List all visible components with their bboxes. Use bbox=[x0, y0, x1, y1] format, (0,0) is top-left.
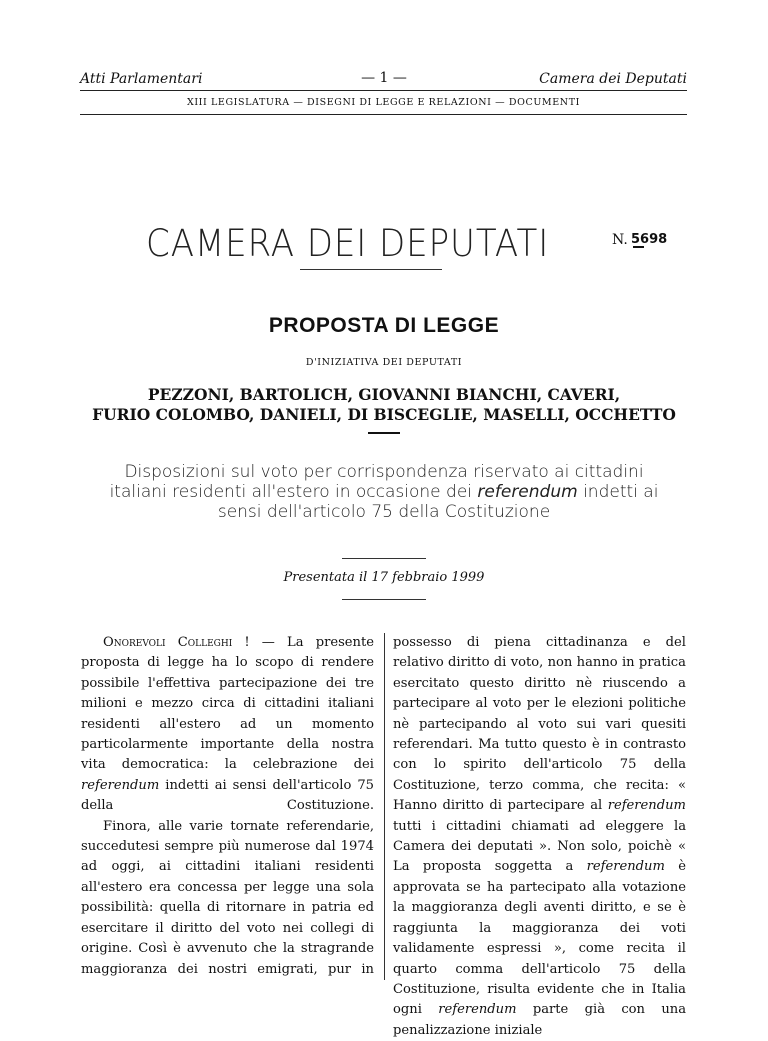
paragraph-text bbox=[636, 757, 653, 772]
paragraph-text bbox=[417, 757, 434, 772]
paragraph-text: tutto bbox=[504, 737, 537, 753]
paragraph-text: della bbox=[653, 961, 686, 977]
paragraph-text: cittadinanza bbox=[546, 635, 628, 650]
header-rule-bottom bbox=[80, 114, 687, 115]
paragraph-text bbox=[275, 921, 282, 936]
paragraph-text: a bbox=[678, 675, 686, 691]
paragraph-text bbox=[567, 717, 577, 732]
paragraph-text: di bbox=[466, 635, 480, 650]
document-type: PROPOSTA DI LEGGE bbox=[268, 314, 500, 337]
paragraph-text: proposta bbox=[422, 859, 482, 875]
paragraph-text bbox=[595, 819, 605, 834]
paragraph-text bbox=[97, 859, 111, 874]
paragraph-text: varie bbox=[189, 818, 223, 834]
bill-title-text: indetti ai bbox=[577, 482, 659, 502]
paragraph-text bbox=[602, 757, 619, 772]
paragraph-text: dal bbox=[315, 839, 336, 855]
paragraph-text: maggioranza bbox=[512, 920, 599, 936]
chamber-rule bbox=[300, 269, 442, 270]
paragraph-text: pur bbox=[327, 961, 352, 977]
paragraph-text: sola bbox=[347, 879, 375, 895]
paragraph-text bbox=[436, 819, 446, 834]
paragraph-text: Così bbox=[138, 941, 168, 957]
paragraph-text bbox=[212, 921, 219, 936]
paragraph-text: i bbox=[431, 818, 436, 834]
paragraph-text bbox=[171, 859, 185, 874]
paragraph-text: soggetta bbox=[494, 859, 553, 875]
paragraph-text: dell'articolo bbox=[523, 757, 603, 773]
paragraph-text: di bbox=[489, 798, 502, 814]
paragraph-text bbox=[164, 921, 171, 936]
paragraph-text: patria bbox=[311, 900, 352, 916]
paragraph-text bbox=[529, 717, 539, 732]
paragraph-text: maggioranza bbox=[81, 961, 168, 977]
paragraph-text: stragrande bbox=[300, 941, 374, 957]
paragraph-text bbox=[517, 1002, 533, 1017]
paragraph-text: diritto bbox=[524, 675, 566, 691]
paragraph-text bbox=[523, 778, 532, 793]
paragraph-text: ogni bbox=[393, 1002, 422, 1018]
paragraph-text bbox=[507, 717, 517, 732]
paragraph-text bbox=[301, 859, 315, 874]
paragraph-text: ritornare bbox=[226, 900, 287, 916]
paragraph-text bbox=[599, 921, 620, 936]
paragraph-text: in bbox=[621, 655, 635, 671]
paragraph-text: voto bbox=[538, 716, 567, 732]
paragraph-text: già bbox=[584, 1002, 606, 1018]
paragraph-text: e bbox=[642, 635, 651, 650]
paragraph-text bbox=[458, 921, 479, 936]
paragraph-text bbox=[573, 859, 586, 874]
paragraph-text: terzo bbox=[489, 777, 524, 793]
paragraph-text bbox=[421, 819, 431, 834]
paragraph-text: spirito bbox=[463, 757, 507, 773]
paragraph-text: Camera bbox=[393, 839, 446, 855]
paragraph-text: sempre bbox=[164, 839, 214, 855]
paragraph-text bbox=[625, 982, 632, 997]
paragraph-text: possibilità: bbox=[81, 900, 154, 916]
bill-title-line-3: sensi dell'articolo 75 della Costituzione bbox=[217, 502, 551, 522]
paragraph-text: diritto bbox=[170, 920, 213, 936]
paragraph-text: di bbox=[361, 920, 374, 936]
bill-title-text: italiani residenti all'estero in occasione dei bbox=[109, 482, 478, 502]
paragraph-text: per bbox=[244, 879, 267, 895]
paragraph-text: elezioni bbox=[571, 696, 624, 712]
paragraph-text bbox=[247, 962, 257, 977]
paragraph-text: espressi bbox=[486, 941, 542, 957]
paragraph-text: sui bbox=[576, 716, 596, 732]
paragraph-text: relativo bbox=[393, 655, 444, 671]
paragraph-text: in bbox=[605, 737, 618, 753]
paragraph-text bbox=[568, 1002, 584, 1017]
paragraph-text: in bbox=[631, 981, 645, 997]
paragraph-text: politiche bbox=[628, 696, 686, 712]
paragraph-text: con bbox=[393, 757, 417, 773]
paragraph-text bbox=[452, 635, 467, 650]
paragraph-text: tutti bbox=[393, 818, 422, 834]
paragraph-text: all'estero bbox=[81, 879, 143, 895]
paragraph-text: era bbox=[149, 879, 171, 895]
paragraph-text: al bbox=[590, 798, 603, 814]
paragraph-text: dell'articolo bbox=[521, 961, 601, 977]
paragraph-text bbox=[644, 982, 651, 997]
paragraph-text: possesso bbox=[393, 635, 452, 650]
paragraph-text bbox=[318, 962, 328, 977]
paragraph-text: chiamati bbox=[511, 818, 569, 834]
paragraph-text bbox=[410, 859, 423, 874]
paragraph-text: eleggere bbox=[605, 818, 664, 834]
paragraph-text: lo bbox=[433, 757, 447, 773]
paragraph-text: di bbox=[206, 900, 220, 916]
paragraph-text: emigrati, bbox=[257, 961, 318, 977]
presented-rule-top bbox=[342, 558, 426, 559]
paragraph-text bbox=[491, 921, 512, 936]
paragraph-text: ». bbox=[539, 839, 552, 855]
paragraph-1 bbox=[81, 633, 374, 817]
paragraph-text: una bbox=[316, 879, 341, 895]
paragraph-text: raggiunta bbox=[393, 920, 458, 936]
paragraph-text bbox=[600, 962, 618, 977]
paragraph-text: approvata bbox=[393, 879, 460, 895]
paragraph-text: per bbox=[526, 696, 550, 712]
paragraph-text: partecipato bbox=[509, 879, 586, 895]
paragraph-text: comma, bbox=[532, 777, 585, 793]
paragraph-text: che bbox=[253, 941, 277, 957]
paragraph-text: poichè bbox=[627, 839, 672, 855]
paragraph-text bbox=[459, 676, 469, 691]
paragraph-text: la bbox=[674, 818, 687, 834]
paragraph-text: voto bbox=[247, 920, 276, 936]
paragraph-text bbox=[665, 859, 678, 874]
paragraph-text: tornate bbox=[230, 818, 279, 834]
paragraph-text bbox=[645, 1002, 661, 1017]
paragraph-text: residenti bbox=[315, 859, 374, 875]
paragraph-text bbox=[446, 757, 463, 772]
paragraph-text: contrasto bbox=[623, 737, 686, 753]
presentation-date: Presentata il 17 febbraio 1999 bbox=[283, 570, 485, 585]
paragraph-text: cittadini bbox=[185, 859, 241, 875]
paragraph-text: « bbox=[677, 839, 686, 855]
page-number: — 1 — bbox=[361, 70, 407, 86]
paragraph-text: questo bbox=[469, 675, 514, 691]
paragraph-text bbox=[664, 819, 674, 834]
paragraph-text bbox=[617, 778, 626, 793]
paragraph-text: pratica bbox=[638, 655, 686, 671]
paragraph-text: « bbox=[677, 777, 686, 793]
paragraph-text: in bbox=[361, 961, 374, 977]
paragraph-text: 75 bbox=[618, 961, 636, 977]
presented-rule-bottom bbox=[342, 599, 426, 600]
paragraph-text: quella bbox=[159, 900, 201, 916]
paragraph-text: Finora, bbox=[103, 818, 151, 834]
paragraph-text bbox=[665, 941, 678, 956]
document-number: 5698 bbox=[631, 232, 668, 247]
paragraph-text: è bbox=[592, 737, 600, 753]
paragraph-text: referendarie, bbox=[286, 818, 374, 834]
paragraph-text bbox=[481, 859, 494, 874]
header-subline: XIII LEGISLATURA — DISEGNI DI LEGGE E RELAZIONI — DOCUMENTI bbox=[186, 97, 581, 108]
deputies-rule bbox=[368, 432, 400, 434]
header-left-title: Atti Parlamentari bbox=[80, 71, 203, 87]
paragraph-text: del bbox=[665, 635, 686, 650]
chamber-name: CAMERA DEI DEPUTATI bbox=[146, 222, 550, 265]
paragraph-text: al bbox=[516, 716, 529, 732]
paragraph-text bbox=[668, 676, 678, 691]
column-divider bbox=[384, 633, 385, 980]
document-number-label: N. bbox=[612, 232, 628, 248]
paragraph-text bbox=[669, 778, 678, 793]
paragraph-text: succedutesi bbox=[81, 839, 160, 855]
paragraph-text: aventi bbox=[543, 900, 585, 916]
paragraph-text: come bbox=[578, 941, 614, 957]
emphasis-text: referendum bbox=[607, 798, 686, 814]
paragraph-text bbox=[552, 859, 565, 874]
paragraph-text: referendari. bbox=[393, 737, 473, 753]
paragraph-text: il bbox=[155, 920, 164, 936]
paragraph-text: italiani bbox=[254, 859, 301, 875]
paragraph-text: », bbox=[553, 941, 567, 957]
paragraph-text: ha bbox=[487, 879, 504, 895]
paragraph-text: Ma bbox=[478, 737, 500, 753]
paragraph-text: voto, bbox=[510, 655, 544, 671]
paragraph-2 bbox=[81, 817, 374, 980]
paragraph-text: di bbox=[493, 655, 507, 671]
paragraph-text: concessa bbox=[177, 879, 238, 895]
paragraph-text: nè bbox=[393, 716, 410, 732]
paragraph-text: e bbox=[643, 900, 651, 916]
paragraph-text: 75 bbox=[619, 757, 637, 773]
paragraph-text: degli bbox=[504, 900, 538, 916]
paragraph-text bbox=[614, 941, 627, 956]
paragraph-text: Costituzione, bbox=[393, 981, 481, 997]
paragraph-text: diritto bbox=[448, 655, 490, 671]
paragraph-text: a bbox=[565, 859, 574, 875]
header-right-title: Camera dei Deputati bbox=[539, 71, 687, 87]
paragraph-text: la bbox=[282, 941, 295, 957]
paragraph-text bbox=[592, 676, 602, 691]
paragraph-text: dei bbox=[177, 961, 198, 977]
body-column-right bbox=[393, 633, 686, 1041]
paragraph-2-continued bbox=[393, 633, 686, 1041]
paragraph-text: vari bbox=[605, 716, 632, 732]
paragraph-text: esercitare bbox=[81, 920, 149, 936]
paragraph-text bbox=[167, 962, 177, 977]
paragraph-text bbox=[240, 859, 254, 874]
paragraph-text: cittadini bbox=[446, 818, 502, 834]
paragraph-text: non bbox=[547, 655, 573, 671]
paragraph-text: è bbox=[678, 859, 686, 875]
paragraph-text bbox=[566, 941, 579, 956]
paragraph-text: più bbox=[218, 839, 240, 855]
paragraph-text bbox=[480, 778, 489, 793]
paragraph-text bbox=[651, 635, 666, 650]
paragraph-text: origine. bbox=[81, 941, 133, 957]
paragraph-text: è bbox=[678, 900, 686, 916]
paragraph-text: dei bbox=[451, 839, 472, 855]
paragraph-text bbox=[635, 962, 653, 977]
paragraph-text bbox=[351, 962, 361, 977]
paragraph-text: voti bbox=[661, 920, 686, 936]
paragraph-text bbox=[605, 1002, 621, 1017]
paragraph-text: Costituzione, bbox=[393, 777, 481, 793]
paragraph-text: — La presente proposta di legge ha lo scopo di rendere possibile l'effettiva partecipazione dei tre milioni e mezzo circa di cittadini italiani residenti all'estero ad un momento particolarmente importante della nostra vita democratica: la celebrazione dei bbox=[81, 635, 374, 773]
paragraph-text: diritto, bbox=[590, 900, 637, 916]
paragraph-text: ad bbox=[81, 859, 98, 875]
paragraph-text: indetti ai sensi dell'articolo 75 della Costituzione. bbox=[81, 777, 374, 814]
paragraph-text: iniziale bbox=[494, 1022, 543, 1038]
paragraph-text bbox=[584, 778, 593, 793]
paragraph-text: quarto bbox=[393, 961, 438, 977]
paragraph-text: Non bbox=[557, 839, 586, 855]
paragraph-text: è bbox=[173, 941, 181, 957]
paragraph-text: hanno bbox=[576, 655, 618, 671]
paragraph-text: se bbox=[657, 900, 672, 916]
paragraph-text bbox=[631, 717, 641, 732]
paragraph-text: nei bbox=[282, 920, 304, 936]
emphasis-text: referendum bbox=[81, 777, 160, 793]
paragraph-text: collegi bbox=[310, 920, 355, 936]
paragraph-text bbox=[569, 819, 579, 834]
paragraph-text: alle bbox=[158, 818, 183, 834]
paragraph-text: con bbox=[621, 1002, 645, 1018]
bill-title-line-1: Disposizioni sul voto per corrispondenza riservato ai cittadini bbox=[124, 462, 644, 482]
paragraph-text: numerose bbox=[244, 839, 311, 855]
paragraph-text: Italia bbox=[651, 981, 686, 997]
document-number-underline bbox=[633, 246, 644, 248]
paragraph-text bbox=[503, 962, 521, 977]
paragraph-text bbox=[506, 757, 523, 772]
paragraph-text: ed bbox=[357, 900, 374, 916]
paragraph-text: della bbox=[653, 757, 687, 773]
paragraph-text: questo bbox=[542, 737, 587, 753]
paragraph-text: in bbox=[292, 900, 306, 916]
paragraph-text bbox=[628, 635, 643, 650]
paragraph-text: evidente bbox=[537, 981, 595, 997]
paragraph-text bbox=[145, 859, 159, 874]
paragraph-text bbox=[514, 676, 524, 691]
bill-title-emphasis: referendum bbox=[477, 482, 578, 502]
salutation: Onorevoli Colleghi ! bbox=[103, 635, 250, 650]
paragraph-text bbox=[198, 962, 208, 977]
paragraph-text: parte bbox=[532, 1002, 569, 1018]
paragraph-text bbox=[640, 921, 661, 936]
paragraph-text: partecipare bbox=[507, 798, 585, 814]
paragraph-text bbox=[437, 962, 455, 977]
paragraph-text: la bbox=[393, 900, 405, 916]
paragraph-text bbox=[501, 819, 511, 834]
paragraph-text bbox=[474, 941, 487, 956]
paragraph-text: dei bbox=[619, 920, 641, 936]
paragraph-text: alla bbox=[592, 879, 617, 895]
paragraph-text: recita: bbox=[625, 777, 669, 793]
paragraph-text: maggioranza bbox=[411, 900, 498, 916]
paragraph-text: nè bbox=[575, 675, 593, 691]
paragraph-text: che bbox=[601, 981, 625, 997]
paragraph-text bbox=[531, 635, 546, 650]
paragraph-text: Hanno bbox=[393, 798, 437, 814]
paragraph-text: al bbox=[475, 696, 488, 712]
paragraph-text: 1974 bbox=[340, 839, 374, 855]
paragraph-text: ad bbox=[579, 818, 596, 834]
paragraph-text bbox=[566, 676, 576, 691]
header-rule-top bbox=[80, 90, 687, 91]
paragraph-text bbox=[541, 941, 554, 956]
paragraph-text: avvenuto bbox=[186, 941, 248, 957]
paragraph-text bbox=[596, 717, 606, 732]
paragraph-text: il bbox=[677, 941, 686, 957]
paragraph-text bbox=[182, 819, 189, 834]
paragraph-text: legge bbox=[273, 879, 310, 895]
body-column-left bbox=[81, 633, 374, 980]
paragraph-text: risulta bbox=[487, 981, 531, 997]
paragraph-text: se bbox=[466, 879, 481, 895]
paragraph-text: deputati bbox=[477, 839, 533, 855]
deputies-line-1: PEZZONI, BARTOLICH, GIOVANNI BIANCHI, CAVERI, bbox=[147, 385, 621, 404]
paragraph-text: partecipando bbox=[418, 716, 507, 732]
paragraph-text: voto bbox=[492, 696, 522, 712]
paragraph-text: nostri bbox=[208, 961, 247, 977]
paragraph-text: solo, bbox=[591, 839, 622, 855]
paragraph-text bbox=[409, 717, 419, 732]
paragraph-text: le bbox=[554, 696, 567, 712]
deputies-line-2: FURIO COLOMBO, DANIELI, DI BISCEGLIE, MASELLI, OCCHETTO bbox=[92, 405, 676, 424]
paragraph-text: piena bbox=[494, 635, 531, 650]
paragraph-text: del bbox=[219, 920, 240, 936]
paragraph-text: oggi, bbox=[111, 859, 145, 875]
bill-title-line-2 bbox=[0, 482, 768, 502]
paragraph-text bbox=[240, 921, 247, 936]
emphasis-text: referendum bbox=[438, 1002, 517, 1018]
paragraph-text: validamente bbox=[393, 941, 475, 957]
paragraph-text: ai bbox=[158, 859, 171, 875]
paragraph-text: riuscendo bbox=[602, 675, 668, 691]
paragraph-text: comma bbox=[455, 961, 504, 977]
paragraph-text: recita bbox=[626, 941, 666, 957]
paragraph-text: La bbox=[393, 859, 410, 875]
paragraph-text: votazione bbox=[622, 879, 686, 895]
paragraph-text: la bbox=[479, 920, 492, 936]
paragraph-text: che bbox=[593, 777, 617, 793]
paragraph-text: diritto bbox=[442, 798, 484, 814]
emphasis-text: referendum bbox=[586, 859, 665, 875]
paragraph-text bbox=[422, 1002, 438, 1017]
paragraph-text: quesiti bbox=[641, 716, 687, 732]
paragraph-text: esercitato bbox=[393, 675, 460, 691]
initiative-label: D'INIZIATIVA DEI DEPUTATI bbox=[305, 357, 463, 368]
paragraph-text bbox=[479, 635, 494, 650]
paragraph-text: penalizzazione bbox=[393, 1022, 491, 1038]
paragraph-text: una bbox=[661, 1002, 687, 1018]
paragraph-text: partecipare bbox=[393, 696, 471, 712]
